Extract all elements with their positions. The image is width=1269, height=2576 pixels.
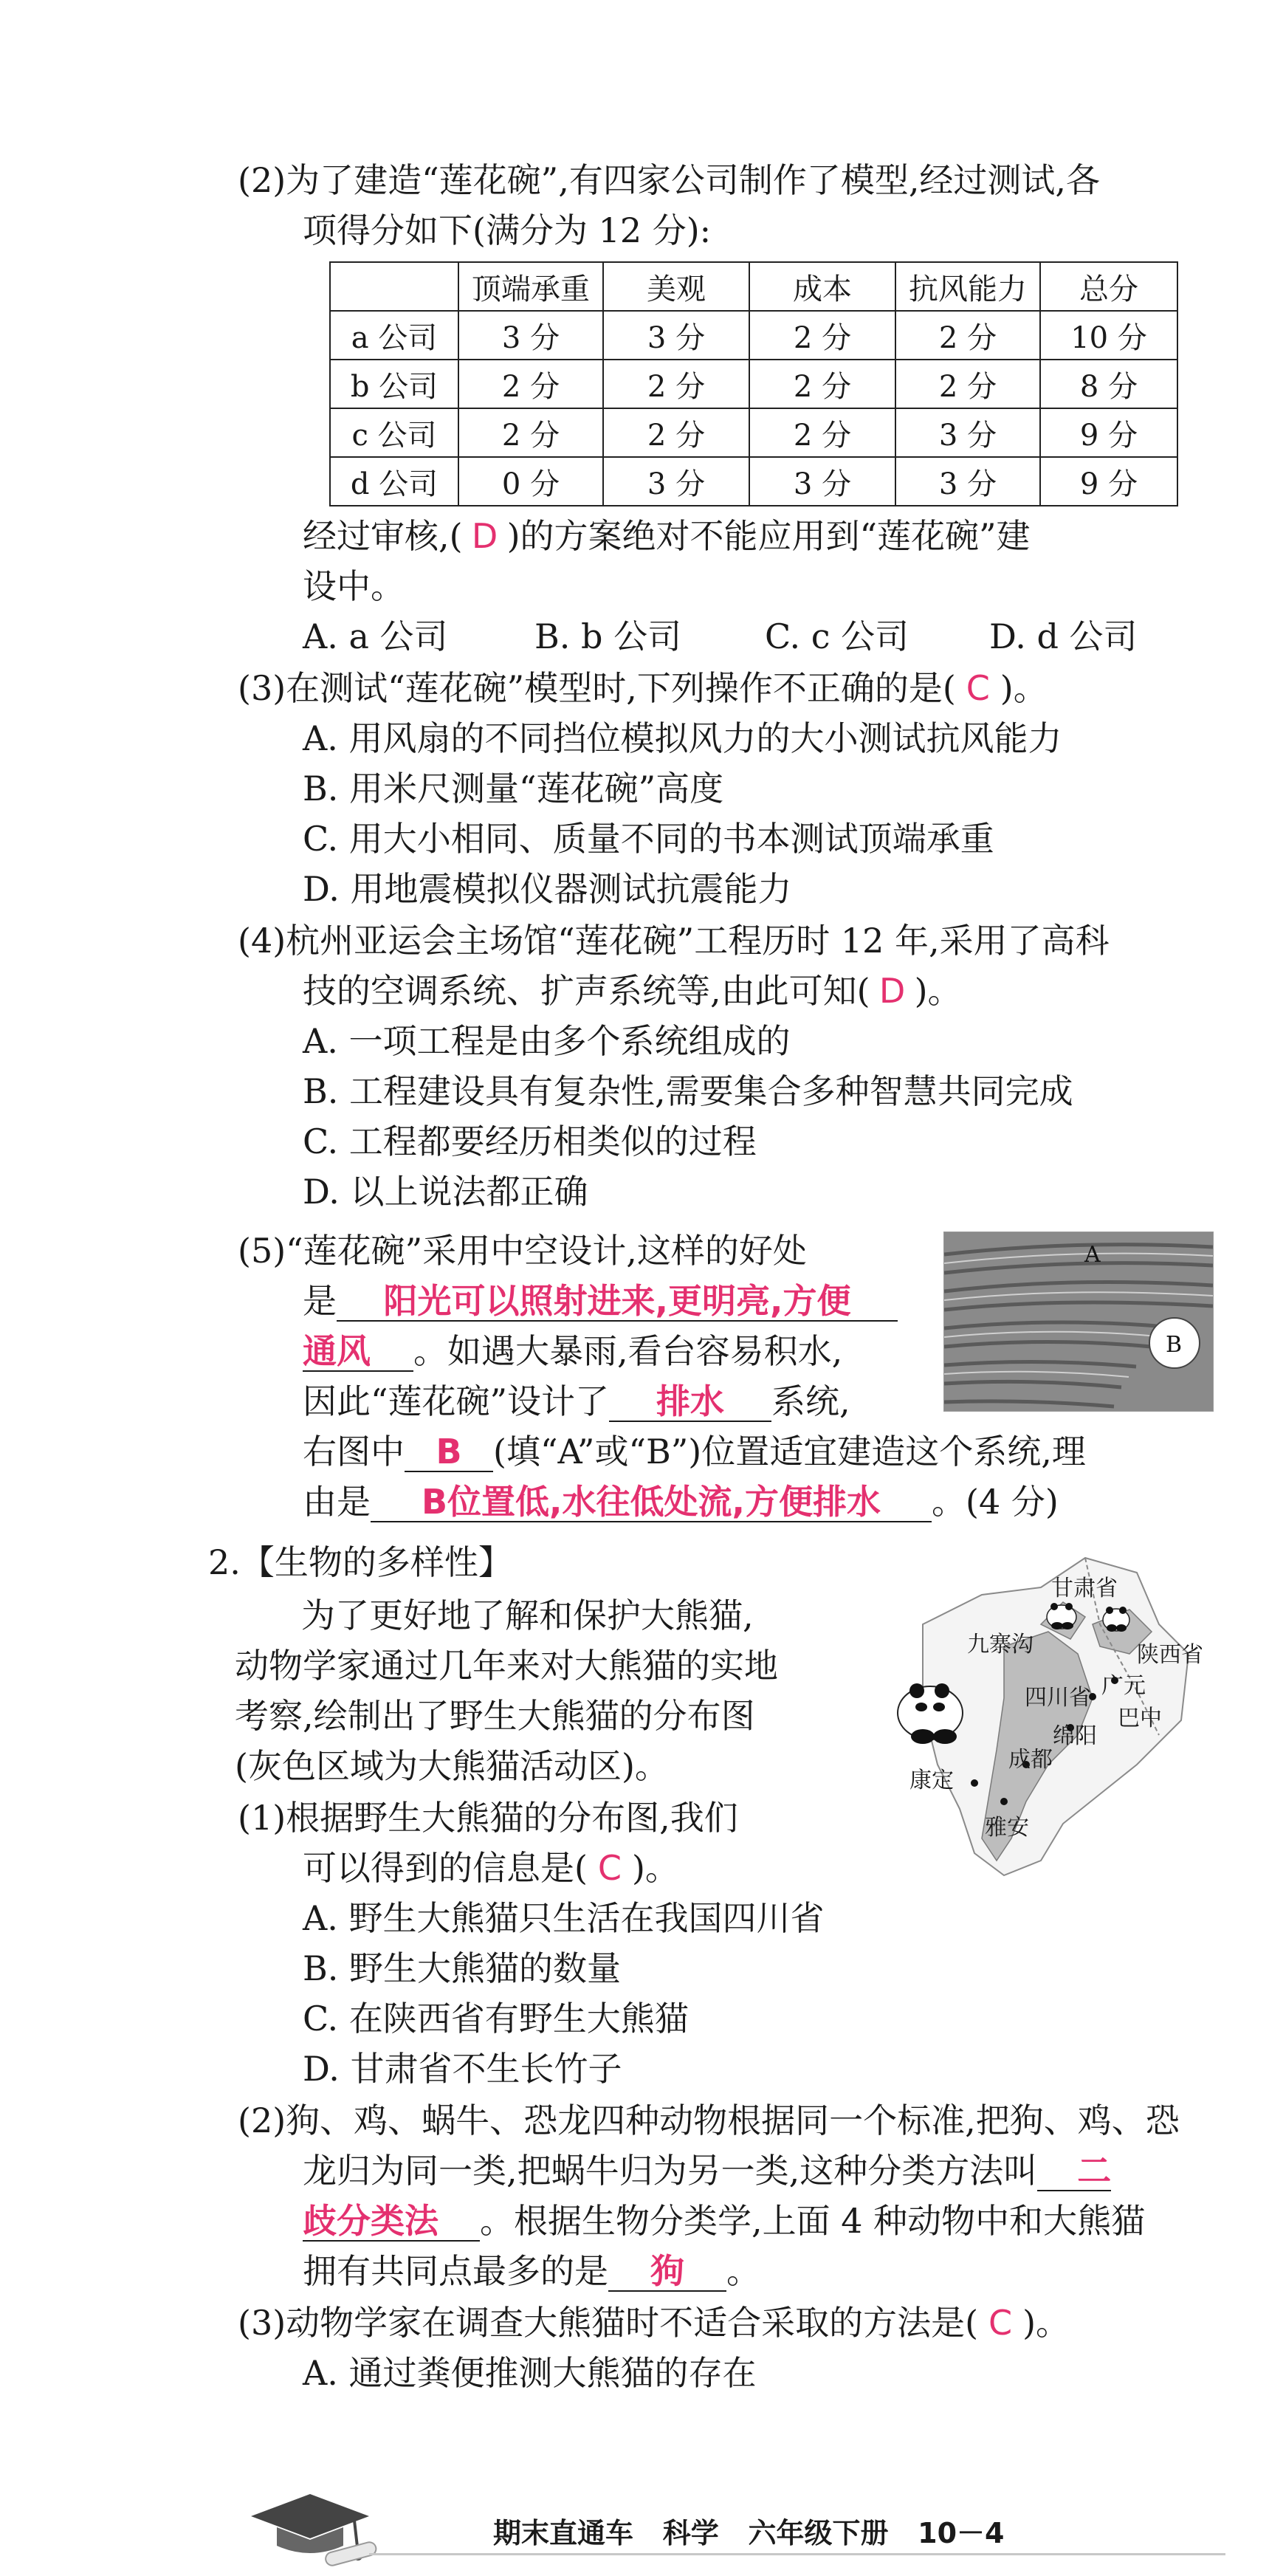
panda-distribution-map (893, 1543, 1211, 1883)
section2-intro-line4: (灰色区域为大熊猫活动区)。 (235, 1746, 669, 1786)
q2-option-d: D. d 公司 (989, 616, 1138, 656)
q4-option-a: A. 一项工程是由多个系统组成的 (303, 1021, 791, 1061)
map-label-chengdu: 成都 (1008, 1747, 1053, 1773)
q2-prompt-line1: (2)为了建造“莲花碗”,有四家公司制作了模型,经过测试,各 (238, 160, 1101, 200)
q4-prompt-line1: (4)杭州亚运会主场馆“莲花碗”工程历时 12 年,采用了高科 (238, 921, 1110, 961)
table-header-row (330, 262, 1177, 311)
s2-q1-line2-pre: 可以得到的信息是( (303, 1848, 588, 1888)
table-header-cell: 成本 (749, 262, 895, 311)
q5-line6-pre: 由是 (303, 1482, 371, 1522)
table-header-cell: 美观 (603, 262, 749, 311)
q4-option-b: B. 工程建设具有复杂性,需要集合多种智慧共同完成 (303, 1071, 1073, 1111)
s2-q1-line2-post: )。 (631, 1848, 679, 1888)
map-label-jiuzhaigou: 九寨沟 (967, 1632, 1034, 1658)
map-label-kangding: 康定 (909, 1768, 954, 1793)
q5-line6-post: 。(4 分) (932, 1482, 1059, 1522)
footer-book: 期末直通车 (493, 2517, 634, 2549)
photo-label-a: A (1084, 1242, 1101, 1268)
q3-option-c: C. 用大小相同、质量不同的书本测试顶端承重 (303, 819, 994, 859)
q5-line2-pre: 是 (303, 1281, 337, 1321)
q3-answer: C (966, 668, 990, 708)
q5-line2 (303, 1279, 898, 1323)
q5-line4-post: 系统, (771, 1381, 850, 1421)
table-cell: d 公司 (330, 457, 458, 506)
s2-q3-prompt-post: )。 (1022, 2303, 1070, 2343)
table-cell: 9 分 (1040, 408, 1177, 457)
q4-answer: D (878, 971, 906, 1011)
s2-q2-line2 (303, 2149, 1111, 2193)
q2-review-line2: 设中。 (303, 566, 405, 606)
map-label-mianyang: 绵阳 (1053, 1723, 1097, 1749)
s2-q2-blank2: 狗 (608, 2252, 726, 2292)
table-cell: 0 分 (458, 457, 603, 506)
graduation-cap-icon (236, 2487, 384, 2568)
table-cell: 3 分 (603, 311, 749, 360)
map-label-bazhong: 巴中 (1118, 1706, 1162, 1731)
score-table (329, 261, 1178, 506)
q5-line6 (303, 1480, 1059, 1524)
table-cell: 2 分 (895, 360, 1040, 408)
section2-intro-line1: 为了更好地了解和保护大熊猫, (301, 1596, 754, 1635)
table-row (330, 311, 1177, 360)
table-cell: 3 分 (603, 457, 749, 506)
s2-q3-answer: C (988, 2303, 1013, 2343)
table-cell: 3 分 (749, 457, 895, 506)
s2-q1-option-d: D. 甘肃省不生长竹子 (303, 2049, 622, 2089)
q2-review-post: )的方案绝对不能应用到“莲花碗”建 (506, 516, 1031, 556)
table-cell: c 公司 (330, 408, 458, 457)
s2-q1-option-c: C. 在陕西省有野生大熊猫 (303, 1999, 689, 2039)
footer-grade: 六年级下册 (748, 2517, 889, 2549)
q3-option-b: B. 用米尺测量“莲花碗”高度 (303, 769, 724, 808)
q5-blank4: B位置低,水往低处流,方便排水 (371, 1483, 932, 1522)
table-header-cell: 顶端承重 (458, 262, 603, 311)
table-cell: 2 分 (895, 311, 1040, 360)
section2-intro-line3: 考察,绘制出了野生大熊猫的分布图 (235, 1696, 755, 1736)
q5-line5-post: (填“A”或“B”)位置适宜建造这个系统,理 (493, 1432, 1086, 1471)
table-cell: 2 分 (458, 360, 603, 408)
s2-q2-blank1-part1: 二 (1037, 2151, 1111, 2191)
q2-prompt-line2: 项得分如下(满分为 12 分): (303, 210, 712, 250)
q5-blank2: 排水 (609, 1382, 771, 1422)
s2-q2-line4 (303, 2249, 760, 2293)
panda-icon-small (1103, 1607, 1129, 1632)
footer-divider (369, 2553, 1225, 2555)
s2-q2-line3 (303, 2199, 1145, 2243)
map-label-sichuan: 四川省 (1025, 1685, 1091, 1711)
table-cell: 2 分 (749, 311, 895, 360)
q2-option-a: A. a 公司 (303, 616, 448, 656)
s2-q1-line2 (303, 1846, 679, 1890)
q2-option-c: C. c 公司 (765, 616, 909, 656)
s2-q2-blank1-part2: 歧分类法 (303, 2202, 480, 2242)
footer-subject: 科学 (662, 2517, 719, 2549)
s2-q2-line4-post: 。 (726, 2251, 760, 2291)
q5-line5 (303, 1429, 1086, 1474)
table-row (330, 360, 1177, 408)
table-cell: 2 分 (749, 360, 895, 408)
q5-line5-pre: 右图中 (303, 1432, 405, 1471)
map-label-guangyuan: 广元 (1101, 1673, 1146, 1699)
q5-line4 (303, 1379, 850, 1423)
table-cell: b 公司 (330, 360, 458, 408)
q4-option-d: D. 以上说法都正确 (303, 1172, 588, 1212)
q4-option-c: C. 工程都要经历相类似的过程 (303, 1122, 757, 1161)
panda-icon-small (1047, 1603, 1076, 1629)
s2-q2-line4-pre: 拥有共同点最多的是 (303, 2251, 608, 2291)
q3-prompt (238, 666, 1048, 710)
q5-line4-pre: 因此“莲花碗”设计了 (303, 1381, 610, 1421)
q5-blank3: B (405, 1432, 493, 1472)
table-cell: a 公司 (330, 311, 458, 360)
table-header-cell: 总分 (1040, 262, 1177, 311)
s2-q2-line3-post: 。根据生物分类学,上面 4 种动物中和大熊猫 (480, 2201, 1146, 2241)
stadium-seating-image (944, 1232, 1213, 1411)
q3-option-a: A. 用风扇的不同挡位模拟风力的大小测试抗风能力 (303, 718, 1062, 758)
s2-q3-prompt-pre: (3)动物学家在调查大熊猫时不适合采取的方法是( (238, 2303, 979, 2343)
q4-prompt-line2 (303, 969, 962, 1013)
table-cell: 10 分 (1040, 311, 1177, 360)
section2-intro-line2: 动物学家通过几年来对大熊猫的实地 (235, 1646, 778, 1686)
footer-text (493, 2510, 1004, 2551)
table-cell: 9 分 (1040, 457, 1177, 506)
table-header-cell: 抗风能力 (895, 262, 1040, 311)
photo-label-b: B (1166, 1332, 1183, 1358)
q5-blank1-part2: 通风 (303, 1332, 413, 1372)
section2-heading: 2.【生物的多样性】 (208, 1542, 512, 1582)
footer-page-number: 10－4 (918, 2517, 1005, 2549)
map-label-shaanxi: 陕西省 (1137, 1642, 1203, 1668)
table-row (330, 408, 1177, 457)
q2-option-b: B. b 公司 (534, 616, 682, 656)
q2-review-pre: 经过审核,( (303, 516, 463, 556)
table-header-cell (330, 262, 458, 311)
table-cell: 2 分 (603, 408, 749, 457)
s2-q3-option-a: A. 通过粪便推测大熊猫的存在 (303, 2353, 757, 2393)
q5-line1: (5)“莲花碗”采用中空设计,这样的好处 (238, 1231, 807, 1271)
table-cell: 3 分 (895, 408, 1040, 457)
s2-q3-prompt (238, 2301, 1070, 2345)
s2-q2-line1: (2)狗、鸡、蜗牛、恐龙四种动物根据同一个标准,把狗、鸡、恐 (238, 2101, 1180, 2140)
q5-line3-post: 。如遇大暴雨,看台容易积水, (413, 1331, 843, 1371)
table-row (330, 457, 1177, 506)
table-cell: 2 分 (749, 408, 895, 457)
q4-prompt-post: )。 (914, 971, 962, 1011)
map-label-yaan: 雅安 (985, 1815, 1029, 1841)
q2-review-line1 (303, 514, 1031, 558)
table-cell: 3 分 (895, 457, 1040, 506)
q5-blank1-part1: 阳光可以照射进来,更明亮,方便 (337, 1282, 898, 1322)
table-cell: 2 分 (603, 360, 749, 408)
stadium-photo (943, 1232, 1214, 1412)
q5-line3 (303, 1329, 842, 1373)
s2-q2-line2-pre: 龙归为同一类,把蜗牛归为另一类,这种分类方法叫 (303, 2151, 1038, 2191)
table-cell: 8 分 (1040, 360, 1177, 408)
map-label-gansu: 甘肃省 (1051, 1576, 1118, 1601)
table-cell: 2 分 (458, 408, 603, 457)
q3-prompt-pre: (3)在测试“莲花碗”模型时,下列操作不正确的是( (238, 668, 956, 708)
s2-q1-answer: C (597, 1848, 622, 1888)
s2-q1-line1: (1)根据野生大熊猫的分布图,我们 (238, 1798, 738, 1838)
q3-prompt-post: )。 (1000, 668, 1048, 708)
s2-q1-option-b: B. 野生大熊猫的数量 (303, 1948, 622, 1988)
table-cell: 3 分 (458, 311, 603, 360)
q2-answer: D (471, 516, 498, 556)
q3-option-d: D. 用地震模拟仪器测试抗震能力 (303, 869, 792, 909)
q4-prompt-pre: 技的空调系统、扩声系统等,由此可知( (303, 971, 870, 1011)
s2-q1-option-a: A. 野生大熊猫只生活在我国四川省 (303, 1898, 825, 1938)
